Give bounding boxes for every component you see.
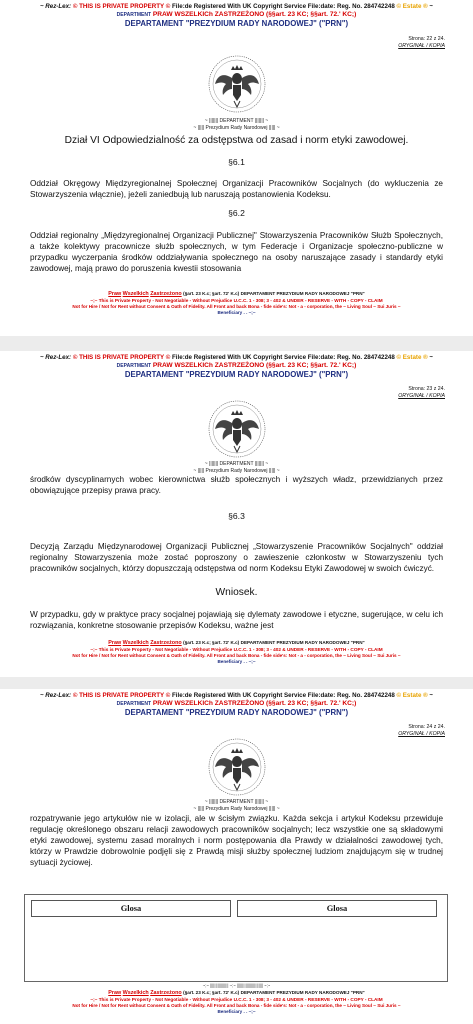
page-header: ~ Rez-Lex: © THIS IS PRIVATE PROPERTY © File:de Registered With UK Copyright Service File:date: Reg. No. 284742248 © Estate ® ~ DEPARTMENT PRAW WSZELKICh ZASTRZEŻONO (§§art. 23 KC; §§art. 72.' KC;) DEPARTAMENT "PREZYDIUM RADY NARODOWEJ" ("PRN"): [0, 692, 473, 718]
rez-lex-mark: ~ Rez-Lex:: [39, 692, 72, 699]
eagle-emblem-icon: [207, 54, 267, 114]
paragraph: środków dyscyplinarnych wobec kierownictwa służb społecznych i wyższych władz, przewidzianych przez obowiązujące przepisy prawa pracy.: [30, 475, 443, 495]
glosa-cell-right: Glosa: [237, 900, 437, 917]
paragraph: Decyzją Zarządu Międzynarodowej Organizacji Publicznej „Stowarzyszenie Pracowników Socjalnych" oddział regionalny Stowarzyszenia może zostać poproszony o zawieszenie członkostw w Stowarzyszeniu tych pracowników socjalnych, którzy dopuszczają odstępstwa od norm Kodeksu Etyki Zawodowej w swoich ćwiczyć.: [30, 542, 443, 573]
section-heading: Wniosek.: [215, 587, 258, 598]
page-footer: Praw Wszelkich Zastrzeżono (§art. 23 K.c; §art. 72' K.c) DEPARTAMENT PREZYDIUM RADY NARODOWEJ "PRN" ~;~ This is Private Property - Not Negotiable - Without Prejudice U.C.C. 1 - 308; 3 - 402 & UNDER - RESERVE - WITH - COPY - CLAIM Not for Hire / Not for Rent without Consent & Oath of Fidelity. All Front and back Bona - fide side's: Not - a - corporation, the ~ Living Soul ~ Sui Juris ~ Beneficiary . . ~;~: [72, 990, 401, 1015]
section-heading: Dział VI Odpowiedzialność za odstępstwa od zasad i norm etyki zawodowej.: [64, 135, 409, 146]
emblem-caption: ~ ||||||| DEPARTMENT ||||||| ~ ~ ||||| Prezydium Rady Narodowej ||||| ~: [193, 799, 280, 812]
paragraph: W przypadku, gdy w praktyce pracy socjalnej pojawiają się dylematy zawodowe i etyczne, sugerujące, w celu ich rozwiązania, konkretne stosowanie przepisów Kodeksu, ważne jest: [30, 610, 443, 630]
document-page-23: [0, 351, 473, 677]
document-page-24: [0, 689, 473, 1024]
page-number: Strona: 22 z 24. ORYGINAŁ / KOPIA: [398, 36, 445, 50]
paragraph: Oddział regionalny „Międzyregionalnej Organizacji Publicznej" Stowarzyszenia Pracowników Służb Społecznych, a także kolektywy pracownicze służb społecznych, w tym Federacje i Organizacje społeczno-publiczne w przypadku wyczerpania środków oddziaływania społecznego na osoby naruszające zasady i standardy etyki zawodowej, mają prawo do poruszenia kwestii stosowania: [30, 231, 443, 273]
glosa-table: [24, 894, 448, 982]
glosa-cell-left: Glosa: [31, 900, 231, 917]
eagle-emblem-icon: [207, 737, 267, 797]
document-page-22: [0, 0, 473, 336]
department-title: DEPARTAMENT "PREZYDIUM RADY NARODOWEJ" ("PRN"): [124, 18, 349, 28]
department-title: DEPARTAMENT "PREZYDIUM RADY NARODOWEJ" ("PRN"): [124, 707, 349, 717]
page-footer: Praw Wszelkich Zastrzeżono (§art. 23 K.c; §art. 72' K.c) DEPARTAMENT PREZYDIUM RADY NARODOWEJ "PRN" ~;~ This is Private Property - Not Negotiable - Without Prejudice U.C.C. 1 - 308; 3 - 402 & UNDER - RESERVE - WITH - COPY - CLAIM Not for Hire / Not for Rent without Consent & Oath of Fidelity. All Front and back Bona - fide side's: Not - a - corporation, the ~ Living Soul ~ Sui Juris ~ Beneficiary . . ~;~: [72, 291, 401, 316]
page-number: Strona: 23 z 24. ORYGINAŁ / KOPIA: [398, 386, 445, 400]
rez-lex-mark: ~ Rez-Lex:: [39, 354, 72, 361]
page-number: Strona: 24 z 24. ORYGINAŁ / KOPIA: [398, 724, 445, 738]
emblem-caption: ~ ||||||| DEPARTMENT ||||||| ~ ~ ||||| Prezydium Rady Narodowej ||||| ~: [193, 461, 280, 474]
paragraph-number: §6.2: [228, 208, 245, 218]
paragraph: Oddział Okręgowy Międzyregionalnej Społecznej Organizacji Pracowników Socjalnych (do wykluczenia ze Stowarzyszenia włącznie), jeżeli zaniedbują lub naruszają postanowienia Kodeksu.: [30, 179, 443, 199]
page-header: ~ Rez-Lex: © THIS IS PRIVATE PROPERTY © File:de Registered With UK Copyright Service File:date: Reg. No. 284742248 © Estate ® ~ DEPARTMENT PRAW WSZELKICh ZASTRZEŻONO (§§art. 23 KC; §§art. 72.' KC;) DEPARTAMENT "PREZYDIUM RADY NARODOWEJ" ("PRN"): [0, 354, 473, 380]
rez-lex-mark: ~ Rez-Lex:: [39, 3, 72, 10]
page-header: ~ Rez-Lex: © THIS IS PRIVATE PROPERTY © File:de Registered With UK Copyright Service File:date: Reg. No. 284742248 © Estate ® ~ DEPARTMENT PRAW WSZELKICh ZASTRZEŻONO (§§art. 23 KC; §§art. 72.' KC;) DEPARTAMENT "PREZYDIUM RADY NARODOWEJ" ("PRN"): [0, 3, 473, 29]
signature-line: ~;~ ||||||||||||||||| ~;~ |||||||||||||||||||||||| ~;~: [202, 983, 271, 988]
eagle-emblem-icon: [207, 399, 267, 459]
paragraph: rozpatrywanie jego artykułów nie w izolacji, ale w ścisłym związku. Każda sekcja i artykuł Kodeksu przewiduje regulację określonego obszaru relacji zawodowych pracowników socjalnych; lecz wszystkie one są składowymi etyki zawodowej, systemu zasad moralnych i norm postępowania dla Prawdy w działalności zawodowej tych, którzy w Prawdzie dobrowolnie podjęli się z Prawdą misji służby społecznej ludziom znajdującym się w trudnej sytuacji życiowej.: [30, 814, 443, 867]
department-title: DEPARTAMENT "PREZYDIUM RADY NARODOWEJ" ("PRN"): [124, 369, 349, 379]
paragraph-number: §6.1: [228, 157, 245, 167]
paragraph-number: §6.3: [228, 511, 245, 521]
emblem-caption: ~ ||||||| DEPARTMENT ||||||| ~ ~ ||||| Prezydium Rady Narodowej ||||| ~: [193, 118, 280, 131]
page-footer: Praw Wszelkich Zastrzeżono (§art. 23 K.c; §art. 72' K.c) DEPARTAMENT PREZYDIUM RADY NARODOWEJ "PRN" ~;~ This is Private Property - Not Negotiable - Without Prejudice U.C.C. 1 - 308; 3 - 402 & UNDER - RESERVE - WITH - COPY - CLAIM Not for Hire / Not for Rent without Consent & Oath of Fidelity. All Front and back Bona - fide side's: Not - a - corporation, the ~ Living Soul ~ Sui Juris ~ Beneficiary . . ~;~: [72, 640, 401, 665]
